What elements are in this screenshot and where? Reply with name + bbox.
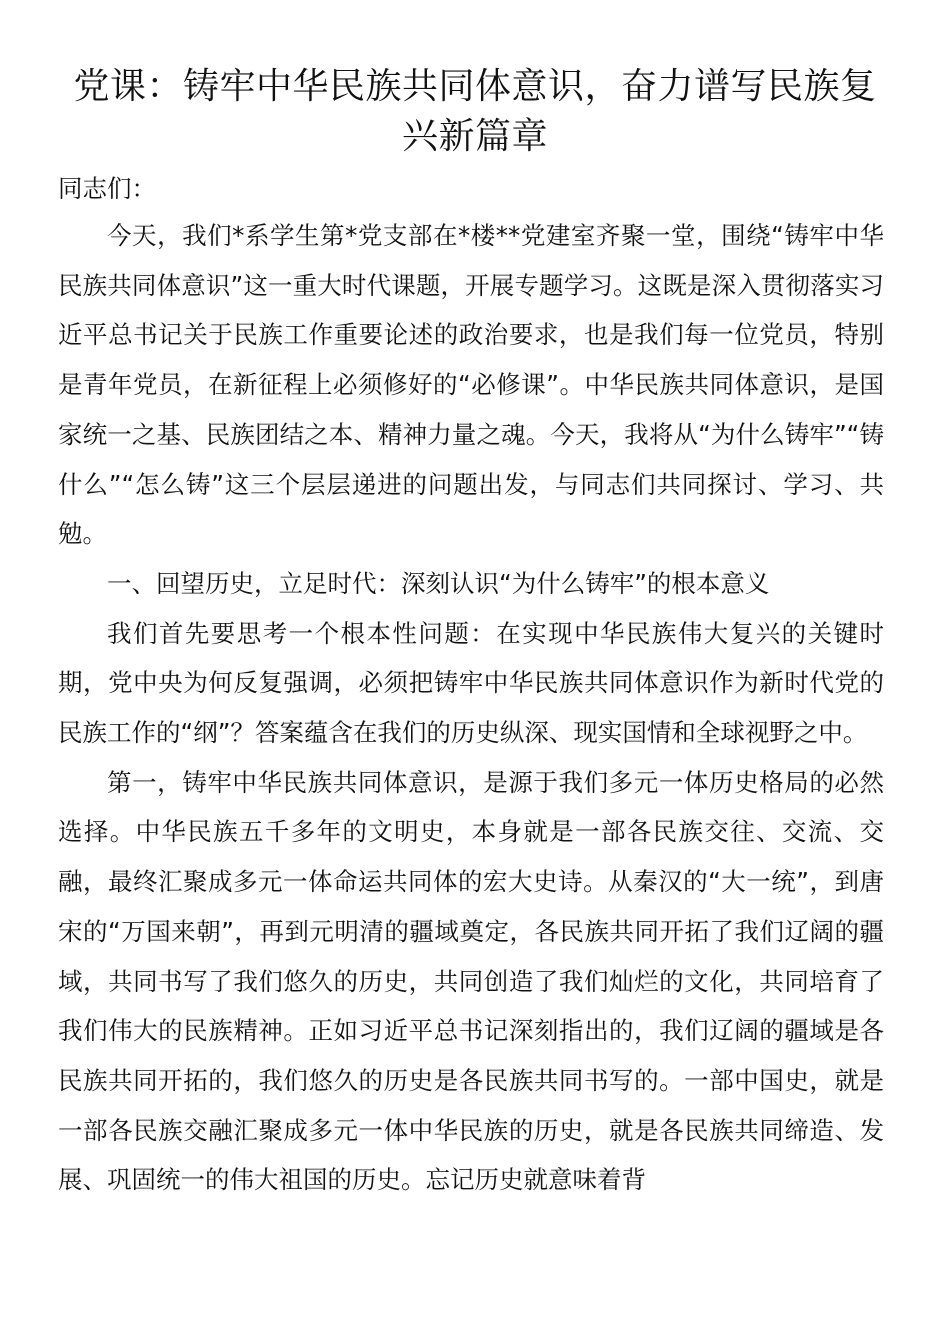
paragraph-question: 我们首先要思考一个根本性问题：在实现中华民族伟大复兴的关键时期，党中央为何反复强调，必须把铸牢中华民族共同体意识作为新时代党的民族工作的“纲”？答案蕴含在我们的历史纵深、现实国情和全球视野之中。 <box>58 618 884 748</box>
section-heading: 一、回望历史，立足时代：深刻认识“为什么铸牢”的根本意义 <box>107 568 770 598</box>
document-page <box>58 62 892 1205</box>
document-title: 党课：铸牢中华民族共同体意识，奋力谱写民族复兴新篇章 <box>73 66 877 157</box>
paragraph-first-point: 第一，铸牢中华民族共同体意识，是源于我们多元一体历史格局的必然选择。中华民族五千多年的文明史，本身就是一部各民族交往、交流、交融，最终汇聚成多元一体命运共同体的宏大史诗。从秦汉的“大一统”，到唐宋的“万国来朝”，再到元明清的疆域奠定，各民族共同开拓了我们辽阔的疆域，共同书写了我们悠久的历史，共同创造了我们灿烂的文化，共同培育了我们伟大的民族精神。正如习近平总书记深刻指出的，我们辽阔的疆域是各民族共同开拓的，我们悠久的历史是各民族共同书写的。一部中国史，就是一部各民族交融汇聚成多元一体中华民族的历史，就是各民族共同缔造、发展、巩固统一的伟大祖国的历史。忘记历史就意味着背 <box>58 767 884 1195</box>
salutation: 同志们： <box>58 174 156 203</box>
paragraph-intro: 今天，我们*系学生第*党支部在*楼**党建室齐聚一堂，围绕“铸牢中华民族共同体意识”这一重大时代课题，开展专题学习。这既是深入贯彻落实习近平总书记关于民族工作重要论述的政治要求，也是我们每一位党员，特别是青年党员，在新征程上必须修好的“必修课”。中华民族共同体意识，是国家统一之基、民族团结之本、精神力量之魂。今天，我将从“为什么铸牢”“铸什么”“怎么铸”这三个层层递进的问题出发，与同志们共同探讨、学习、共勉。 <box>58 221 884 549</box>
